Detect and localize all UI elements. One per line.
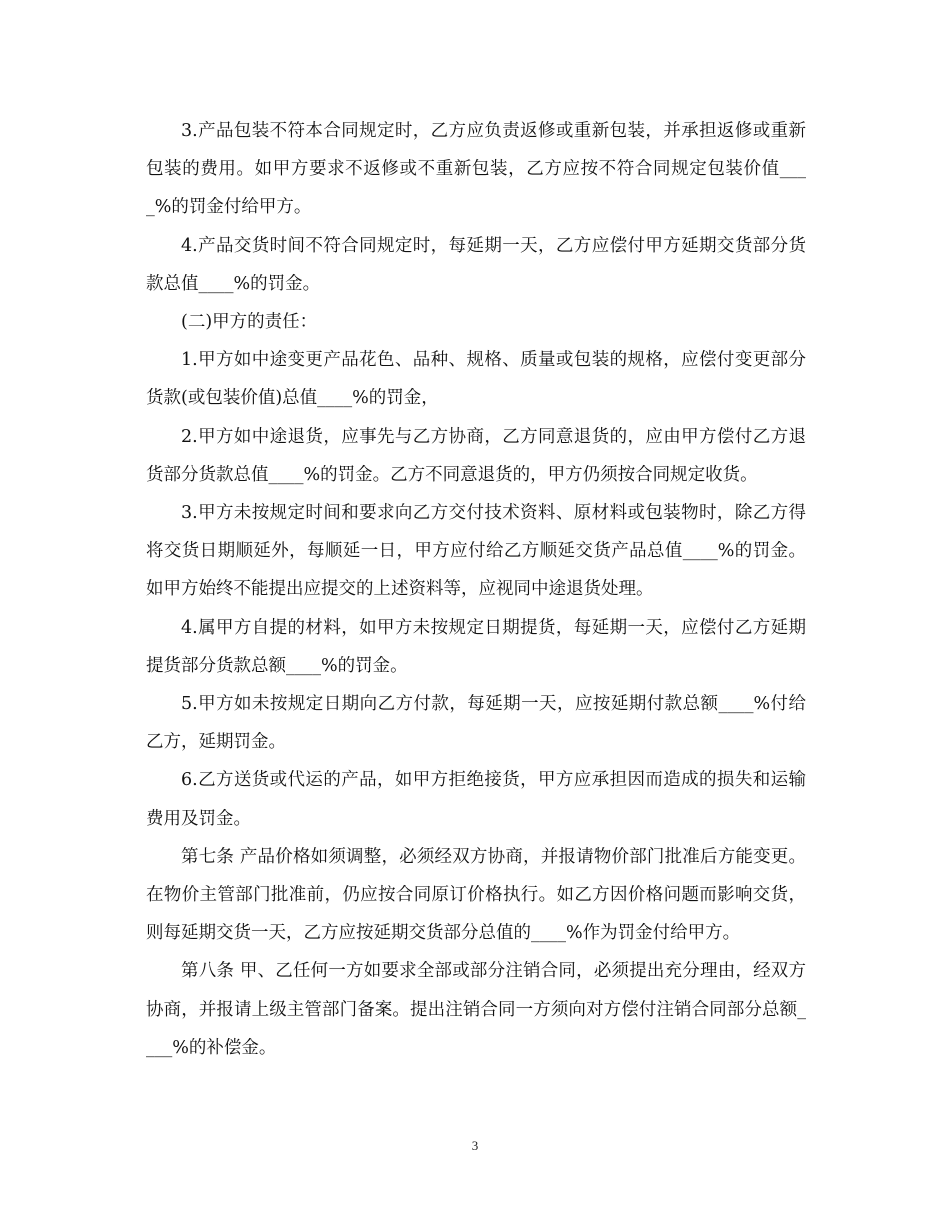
paragraph-article-seven: 第七条 产品价格如须调整，必须经双方协商，并报请物价部门批准后方能变更。在物价主管部门批准前，仍应按合同原订价格执行。如乙方因价格问题而影响交货，则每延期交货一天，乙方应按延期交货部分总值的____%作为罚金付给甲方。 — [146, 846, 806, 944]
section-heading-party-a-duties: (二)甲方的责任： — [181, 312, 318, 333]
paragraph-payment-delay: 5.甲方如未按规定日期向乙方付款，每延期一天，应按延期付款总额____%付给乙方，延期罚金。 — [146, 694, 806, 753]
document-body — [146, 112, 806, 1067]
paragraph-materials-delay: 3.甲方未按规定时间和要求向乙方交付技术资料、原材料或包装物时，除乙方得将交货日期顺延外，每顺延一日，甲方应付给乙方顺延交货产品总值____%的罚金。如甲方始终不能提出应提交的上述资料等，应视同中途退货处理。 — [146, 503, 806, 600]
paragraph-return-penalty: 2.甲方如中途退货，应事先与乙方协商，乙方同意退货的，应由甲方偿付乙方退货部分货款总值____%的罚金。乙方不同意退货的，甲方仍须按合同规定收货。 — [146, 426, 806, 485]
paragraph-delivery-delay-penalty: 4.产品交货时间不符合同规定时，每延期一天，乙方应偿付甲方延期交货部分货款总值____%的罚金。 — [146, 235, 806, 294]
page-number: 3 — [471, 1138, 479, 1153]
paragraph-change-penalty: 1.甲方如中途变更产品花色、品种、规格、质量或包装的规格，应偿付变更部分货款(或包装价值)总值____%的罚金， — [146, 350, 806, 409]
paragraph-refuse-delivery: 6.乙方送货或代运的产品，如甲方拒绝接货，甲方应承担因而造成的损失和运输费用及罚金。 — [146, 770, 806, 829]
paragraph-pickup-delay: 4.属甲方自提的材料，如甲方未按规定日期提货，每延期一天，应偿付乙方延期提货部分货款总额____%的罚金。 — [146, 617, 806, 676]
paragraph-packaging-penalty: 3.产品包装不符本合同规定时，乙方应负责返修或重新包装，并承担返修或重新包装的费用。如甲方要求不返修或不重新包装，乙方应按不符合同规定包装价值____%的罚金付给甲方。 — [146, 121, 806, 218]
paragraph-article-eight: 第八条 甲、乙任何一方如要求全部或部分注销合同，必须提出充分理由，经双方协商，并报请上级主管部门备案。提出注销合同一方须向对方偿付注销合同部分总额____%的补偿金。 — [146, 961, 806, 1058]
